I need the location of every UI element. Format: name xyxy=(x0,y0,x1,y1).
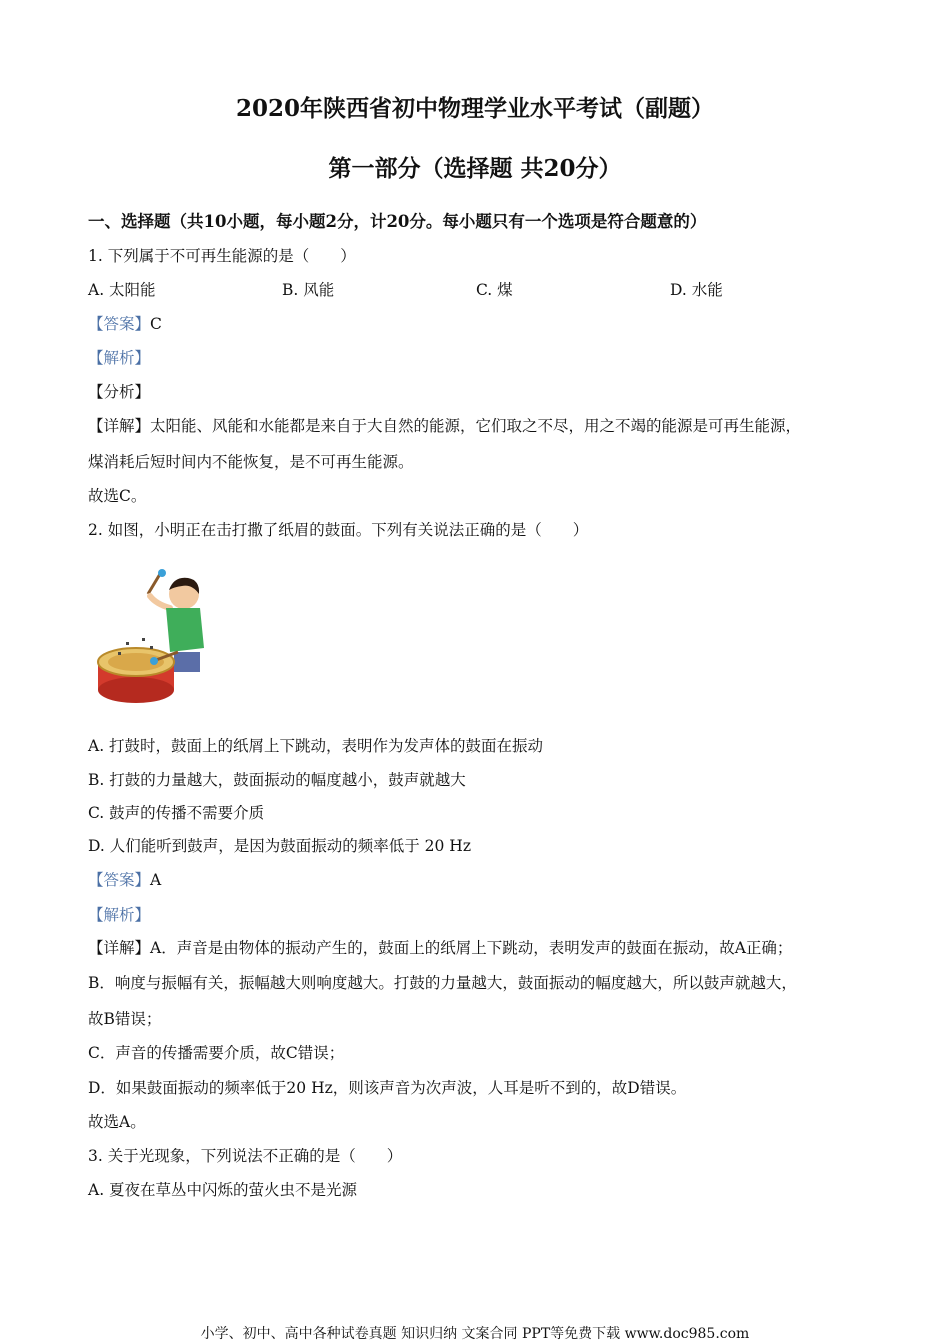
answer-tag: 【答案】 xyxy=(88,315,151,333)
q2-option-c: C. 鼓声的传播不需要介质 xyxy=(88,804,265,822)
drum-illustration xyxy=(96,568,208,710)
q1-stem: 1. 下列属于不可再生能源的是（ ） xyxy=(88,247,356,265)
q1-option-a: A. 太阳能 xyxy=(88,281,156,299)
q2-analysis-tag: 【解析】 xyxy=(88,906,151,924)
q2-option-b: B. 打鼓的力量越大，鼓面振动的幅度越小，鼓声就越大 xyxy=(88,771,466,789)
q1-option-c: C. 煤 xyxy=(476,281,513,299)
detail-tag: 【详解】 xyxy=(88,939,151,957)
answer-value: A xyxy=(150,871,162,889)
page-footer: 小学、初中、高中各种试卷真题 知识归纳 文案合同 PPT等免费下载 www.doc985.com xyxy=(200,1326,750,1342)
detail-text: 太阳能、风能和水能都是来自于大自然的能源，它们取之不尽，用之不竭的能源是可再生能源， xyxy=(150,417,802,435)
q1-answer xyxy=(88,312,162,334)
q2-option-a: A. 打鼓时，鼓面上的纸屑上下跳动，表明作为发声体的鼓面在振动 xyxy=(88,737,544,755)
q1-detail-2: 煤消耗后短时间内不能恢复，是不可再生能源。 xyxy=(88,453,414,471)
page-title: 2020年陕西省初中物理学业水平考试（副题） xyxy=(235,95,714,122)
q1-analysis-tag: 【解析】 xyxy=(88,349,151,367)
q1-option-d: D. 水能 xyxy=(670,281,723,299)
q2-conclusion: 故选A。 xyxy=(88,1113,146,1131)
q2-option-d: D. 人们能听到鼓声，是因为鼓面振动的频率低于 20 Hz xyxy=(88,837,471,855)
detail-text: A．声音是由物体的振动产生的，鼓面上的纸屑上下跳动，表明发声的鼓面在振动，故A正确； xyxy=(150,939,793,957)
part-title: 第一部分（选择题 共20分） xyxy=(328,155,622,182)
q1-analysis-sub: 【分析】 xyxy=(88,383,151,401)
q3-stem: 3. 关于光现象，下列说法不正确的是（ ） xyxy=(88,1147,403,1165)
q2-detail-4: C．声音的传播需要介质，故C错误； xyxy=(88,1044,345,1062)
q2-detail-5: D．如果鼓面振动的频率低于20 Hz，则该声音为次声波，人耳是听不到的，故D错误。 xyxy=(88,1079,687,1097)
q2-detail-1 xyxy=(88,936,792,958)
q2-answer xyxy=(88,868,161,890)
q3-option-a: A. 夏夜在草丛中闪烁的萤火虫不是光源 xyxy=(88,1181,358,1199)
section-heading: 一、选择题（共10小题，每小题2分，计20分。每小题只有一个选项是符合题意的） xyxy=(88,212,707,231)
q2-detail-3: 故B错误； xyxy=(88,1010,162,1028)
answer-value: C xyxy=(150,315,162,333)
answer-tag: 【答案】 xyxy=(88,871,151,889)
detail-tag: 【详解】 xyxy=(88,417,151,435)
q2-stem: 2. 如图，小明正在击打撒了纸眉的鼓面。下列有关说法正确的是（ ） xyxy=(88,521,589,539)
q1-detail-1 xyxy=(88,414,801,436)
q2-detail-2: B．响度与振幅有关，振幅越大则响度越大。打鼓的力量越大，鼓面振动的幅度越大，所以鼓声就越大， xyxy=(88,974,797,992)
q1-option-b: B. 风能 xyxy=(282,281,335,299)
q1-conclusion: 故选C。 xyxy=(88,487,147,505)
